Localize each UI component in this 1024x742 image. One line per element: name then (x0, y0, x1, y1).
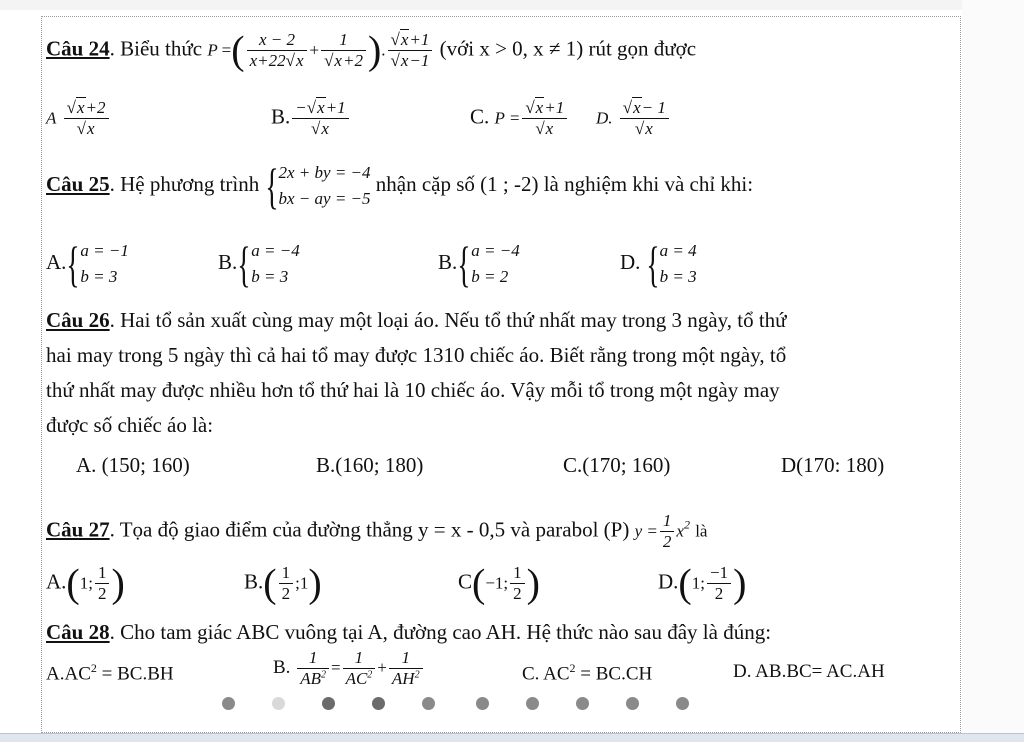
question-28-label: Câu 28 (46, 620, 110, 644)
question-24-label: Câu 24 (46, 36, 110, 61)
question-25-label: Câu 25 (46, 171, 110, 196)
q25-option-c[interactable]: B.{a = −4 b = 2 (438, 236, 520, 292)
question-27-label: Câu 27 (46, 517, 110, 542)
q24-option-d[interactable]: D. $\frac{√x- 1}{√x}$ (596, 98, 671, 139)
q26-option-c[interactable]: C.(170; 160) (563, 453, 671, 477)
question-25: Câu 25. Hệ phương trình {2x + by = −4 bx − ay = −5 nhận cặp số (1 ; -2) là nghiệm khi và chỉ khi: (46, 158, 754, 214)
top-strip (0, 0, 1024, 10)
q24-option-b[interactable]: B. $\frac{-√x+1}{√x}$ (271, 98, 351, 139)
q25-option-b[interactable]: B.{a = −4 b = 3 (218, 236, 300, 292)
question-26-line-2: hai may trong 5 ngày thì cả hai tổ may được 1310 chiếc áo. Biết rằng trong một ngày, tổ (46, 343, 787, 367)
page-dot[interactable] (272, 697, 285, 710)
q28-option-b[interactable]: B. $\frac{1}{AB^2}$ = $\frac{1}{AC^2}$ + $\frac{1}{AH^2}$ (273, 648, 425, 689)
q27-option-b[interactable]: B.( $\frac{1}{2}$ ;1) (244, 560, 322, 606)
q25-option-a[interactable]: A.{a = −1 b = 3 (46, 236, 129, 292)
page-dot[interactable] (576, 697, 589, 710)
question-27: Câu 27. Tọa độ giao điểm của đường thẳng y = x - 0,5 và parabol (P) y = $\frac{1}{2}$ $x^2$ là (46, 511, 708, 551)
page-dot[interactable] (676, 697, 689, 710)
page-dot[interactable] (372, 697, 385, 710)
question-26-line-1: Câu 26. Hai tổ sản xuất cùng may một loại áo. Nếu tổ thứ nhất may trong 3 ngày, tổ thứ (46, 308, 787, 332)
page-dot[interactable] (626, 697, 639, 710)
question-27-stem: . Tọa độ giao điểm của đường thẳng y = x - 0,5 và parabol (P) (109, 517, 630, 542)
question-25-tail: nhận cặp số (1 ; -2) là nghiệm khi và chỉ khi: (375, 171, 754, 196)
question-26-line-3: thứ nhất may được nhiều hơn tổ thứ hai là 10 chiếc áo. Vậy mỗi tổ trong một ngày may (46, 378, 780, 402)
q27-option-c[interactable]: C(−1; $\frac{1}{2}$ ) (458, 560, 540, 606)
q26-option-b[interactable]: B.(160; 180) (316, 453, 424, 477)
q28-option-c[interactable]: C. $AC^2 = BC.CH$ (522, 661, 653, 685)
expr-frac-2: $\frac{1}{√x+2}$ (321, 30, 366, 71)
question-26-line-4: được số chiếc áo là: (46, 413, 214, 437)
question-25-stem: . Hệ phương trình (109, 171, 260, 196)
page-dot[interactable] (322, 697, 335, 710)
q24-option-c[interactable]: C. P = $\frac{√x+1}{√x}$ (470, 98, 569, 139)
expr-p: P = (207, 40, 232, 60)
expr-frac-3: $\frac{√x+1}{√x-1}$ (388, 30, 433, 71)
q25-system: 2x + by = −4 bx − ay = −5 (278, 163, 371, 208)
question-28-stem: . Cho tam giác ABC vuông tại A, đường cao AH. Hệ thức nào sau đây là đúng: (109, 620, 772, 644)
page-dot[interactable] (476, 697, 489, 710)
question-24-stem: . Biểu thức (109, 36, 203, 61)
q27-option-d[interactable]: D.(1; $\frac{-1}{2}$ ) (658, 560, 747, 606)
q27-option-a[interactable]: A.(1; $\frac{1}{2}$ ) (46, 560, 125, 606)
question-26-label: Câu 26 (46, 308, 110, 332)
page-dot[interactable] (526, 697, 539, 710)
question-28 (46, 620, 771, 645)
q25-option-d[interactable]: D. {a = 4 b = 3 (620, 236, 697, 292)
expr-frac-1: $\frac{x - 2}{x+22√x}$ (247, 30, 308, 71)
q24-option-a[interactable]: A $\frac{√x+2}{√x}$ (46, 98, 111, 139)
page-dot[interactable] (222, 697, 235, 710)
question-24-condition: (với x > 0, x ≠ 1) rút gọn được (439, 36, 697, 61)
q26-option-d[interactable]: D(170: 180) (781, 453, 885, 477)
q28-option-d[interactable]: D. AB.BC= AC.AH (733, 661, 885, 682)
q28-option-a[interactable]: $A.AC^2 = BC.BH$ (46, 661, 174, 685)
right-margin (962, 0, 1024, 741)
question-24: Câu 24. Biểu thức P =( $\frac{x - 2}{x+22√x}$ + $\frac{1}{√x+2}$ ). $\frac{√x+1}{√x-1}$ (với x > 0, x ≠ 1) rút gọn được (46, 27, 697, 73)
q26-option-a[interactable]: A. (150; 160) (76, 453, 190, 477)
page-dot[interactable] (422, 697, 435, 710)
